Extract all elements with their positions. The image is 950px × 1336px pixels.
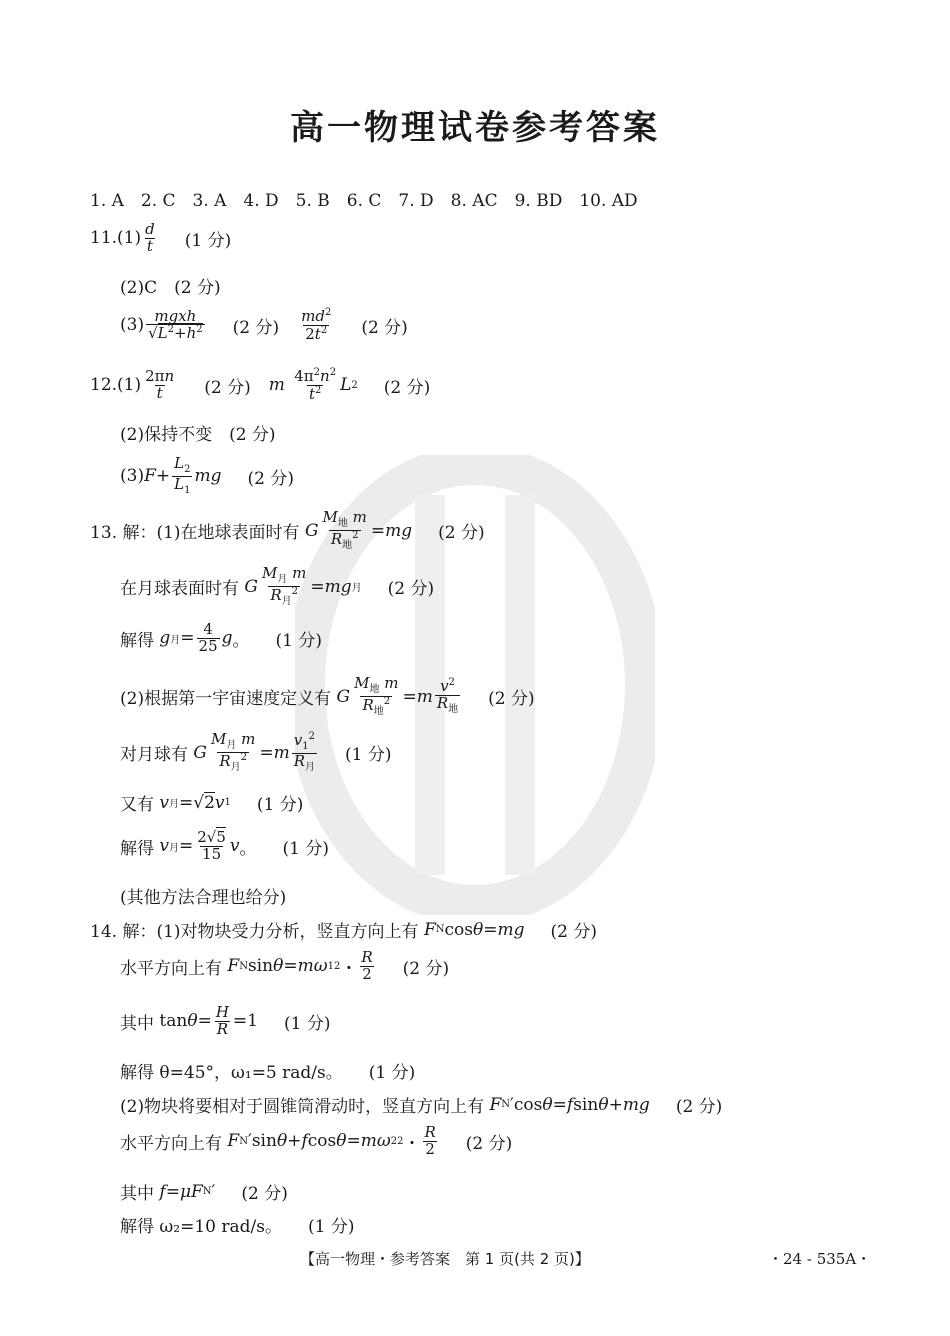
document-code: ・24 - 535A・ <box>768 1250 872 1268</box>
q14-line4: 解得 θ=45°，ω₁=5 rad/s。 (1 分) <box>120 1063 416 1083</box>
q13-line2: 在月球表面时有 G $\frac{M_月 m}{R_月^2}$ = mg 月 (2 分) <box>120 564 435 607</box>
page-footer: 【高一物理・参考答案 第 1 页(共 2 页)】 <box>300 1250 590 1268</box>
page-title: 高一物理试卷参考答案 <box>290 108 660 148</box>
multiple-choice-answers: 1. A 2. C 3. A 4. D 5. B 6. C 7. D 8. AC 9. BD 10. AD <box>90 191 638 211</box>
q13-line1: 13. 解：(1)在地球表面时有 G $\frac{M_地 m}{R_地^2}$ = mg (2 分) <box>90 508 485 551</box>
q14-line3: 其中 tan θ = $\frac{H}{R}$ =1 (1 分) <box>120 1003 331 1038</box>
q12-part2: (2)保持不变 (2 分) <box>120 425 276 445</box>
q14-line1: 14. 解：(1)对物块受力分析，竖直方向上有 F N cos θ = mg (2 分) <box>90 919 597 942</box>
q11-part3: (3) $\frac{\text{mgxh}}{√L^2+h^2}$ (2 分) $\frac{md^2}{2t^2}$ (2 分) <box>120 306 408 343</box>
q13-note: (其他方法合理也给分) <box>120 888 287 908</box>
q14-line7: 其中 f = μF N ′ (2 分) <box>120 1181 288 1204</box>
q13-line6: 又有 v 月 =√ 2 v 1 (1 分) <box>120 792 304 815</box>
q14-line2: 水平方向上有 F N sin θ = mω 1 2 ・ $\frac{R}{2}$ (2 分) <box>120 948 450 983</box>
q13-line7: 解得 v 月 = $\frac{2√5}{15}$ v 。 (1 分) <box>120 828 330 863</box>
q14-line8: 解得 ω₂=10 rad/s。 (1 分) <box>120 1217 355 1237</box>
q14-line6: 水平方向上有 F N ′sin θ + f cos θ = mω 2 2 ・ $\frac{R}{2}$ (2 分) <box>120 1123 513 1158</box>
q11-part2: (2)C (2 分) <box>120 278 221 298</box>
q13-line3: 解得 g 月 = $\frac{4}{25}$ g 。 (1 分) <box>120 620 323 655</box>
q14-line5: (2)物块将要相对于圆锥筒滑动时，竖直方向上有 F N ′cos θ = f sin θ + mg (2 分) <box>120 1094 723 1117</box>
q12-part1: 12. (1) $\frac{2\pi n}{t}$ (2 分) m $\frac{4\pi^2n^2}{t^2}$ L 2 (2 分) <box>90 367 431 403</box>
q13-line5: 对月球有 G $\frac{M_月 m}{R_月^2}$ = m $\frac{v_1^2}{R_月}$ (1 分) <box>120 730 392 773</box>
q11-part1: 11. (1) $\frac{d}{t}$ (1 分) <box>90 220 232 255</box>
q12-part3: (3) F + $\frac{L_2}{L_1}$ mg (2 分) <box>120 454 294 496</box>
q13-line4: (2)根据第一宇宙速度定义有 G $\frac{M_地 m}{R_地^2}$ = m $\frac{v^2}{R_地}$ (2 分) <box>120 674 535 717</box>
